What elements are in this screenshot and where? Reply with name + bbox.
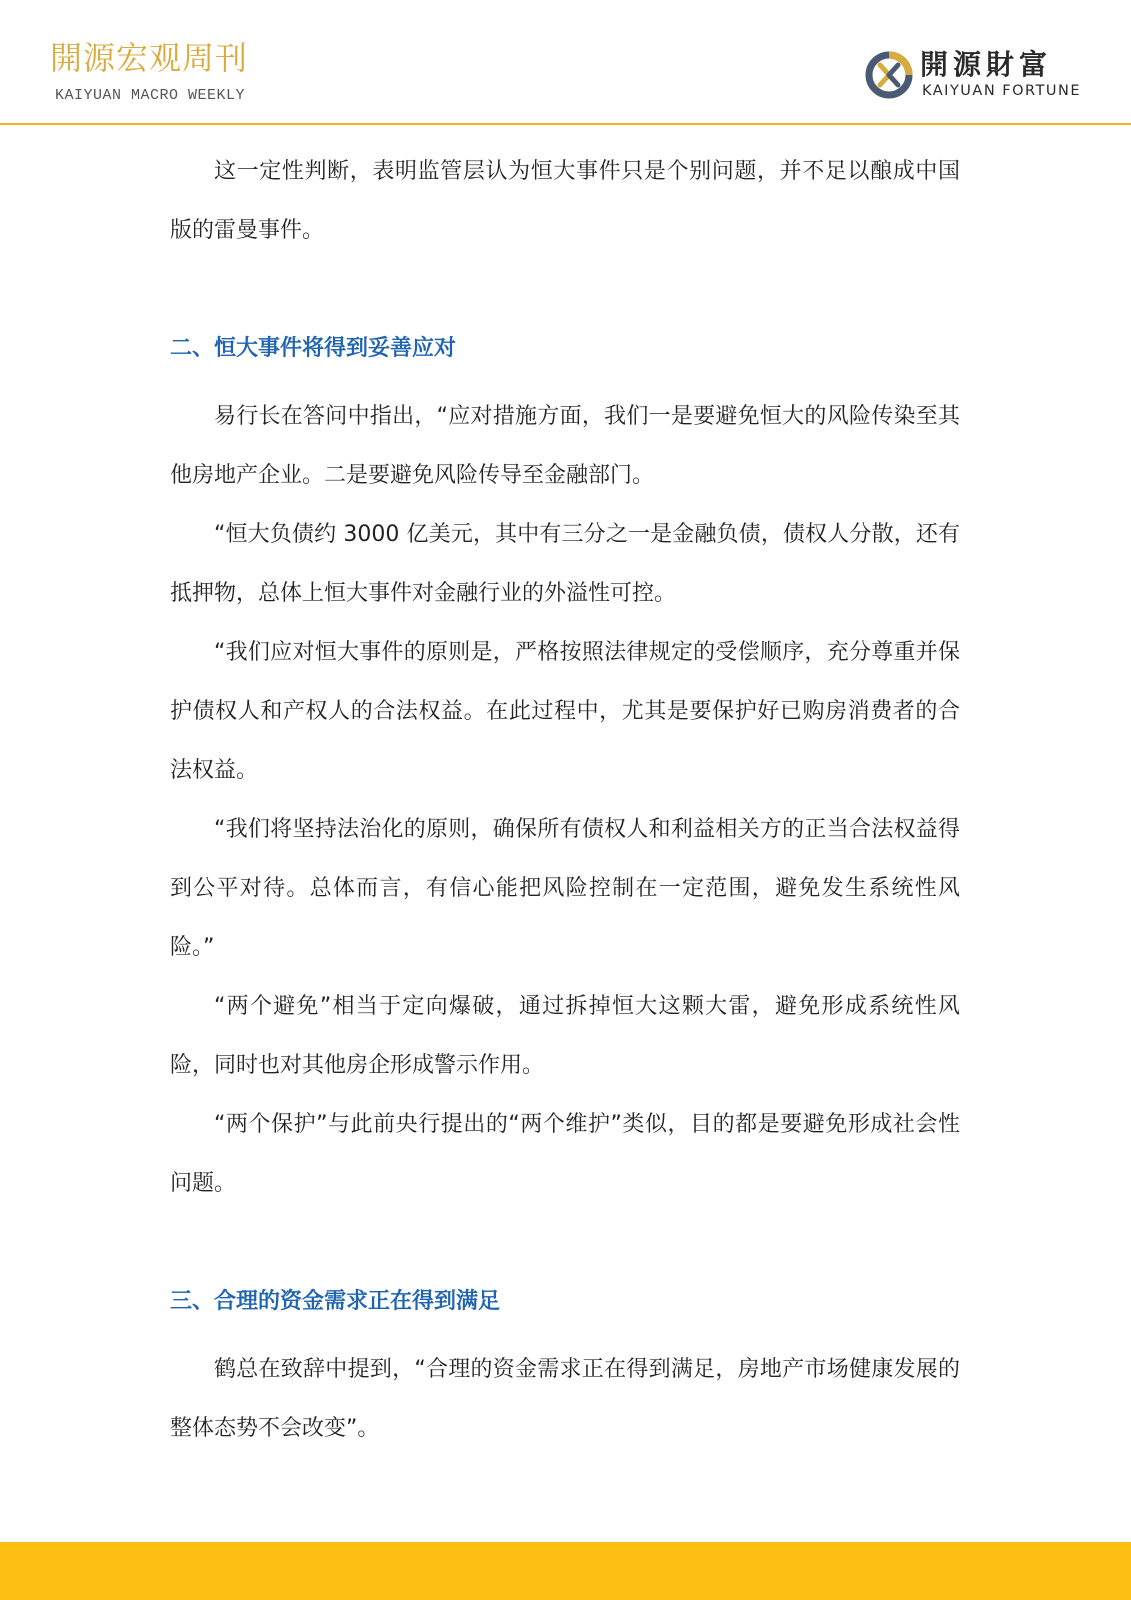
paragraph-lehman-judgement: 这一定性判断，表明监管层认为恒大事件只是个别问题，并不足以酿成中国版的雷曼事件。 [170,159,960,243]
header-divider [0,123,1131,125]
footer-bar [0,1542,1131,1600]
logo-english-text: KAIYUAN FORTUNE [922,83,1082,99]
kaiyuan-logo-icon [864,50,914,100]
page-header [0,0,1131,124]
section-heading-2: 二、恒大事件将得到妥善应对 [170,336,457,361]
article-body [170,142,960,1458]
publication-title: 開源宏观周刊 [50,39,249,77]
section-heading-3: 三、合理的资金需求正在得到满足 [170,1289,501,1314]
paragraph-response-measures: 易行长在答问中指出，“应对措施方面，我们一是要避免恒大的风险传染至其他房地产企业。二是要避免风险传导至金融部门。 [170,404,960,488]
paragraph-debt: “恒大负债约 3000 亿美元，其中有三分之一是金融负债，债权人分散，还有抵押物，总体上恒大事件对金融行业的外溢性可控。 [170,522,960,606]
company-logo [864,48,1094,108]
paragraph-two-protections: “两个保护”与此前央行提出的“两个维护”类似，目的都是要避免形成社会性问题。 [170,1112,960,1196]
publication-subtitle: KAIYUAN MACRO WEEKLY [55,87,246,104]
paragraph-rule-of-law: “我们将坚持法治化的原则，确保所有债权人和利益相关方的正当合法权益得到公平对待。总体而言，有信心能把风险控制在一定范围，避免发生系统性风险。” [170,817,960,960]
paragraph-funding-demand: 鹤总在致辞中提到，“合理的资金需求正在得到满足，房地产市场健康发展的整体态势不会改变”。 [170,1357,960,1441]
paragraph-two-avoids: “两个避免”相当于定向爆破，通过拆掉恒大这颗大雷，避免形成系统性风险，同时也对其他房企形成警示作用。 [170,994,960,1078]
logo-chinese-text: 開源財富 [920,48,1053,81]
paragraph-principle: “我们应对恒大事件的原则是，严格按照法律规定的受偿顺序，充分尊重并保护债权人和产权人的合法权益。在此过程中，尤其是要保护好已购房消费者的合法权益。 [170,640,960,783]
